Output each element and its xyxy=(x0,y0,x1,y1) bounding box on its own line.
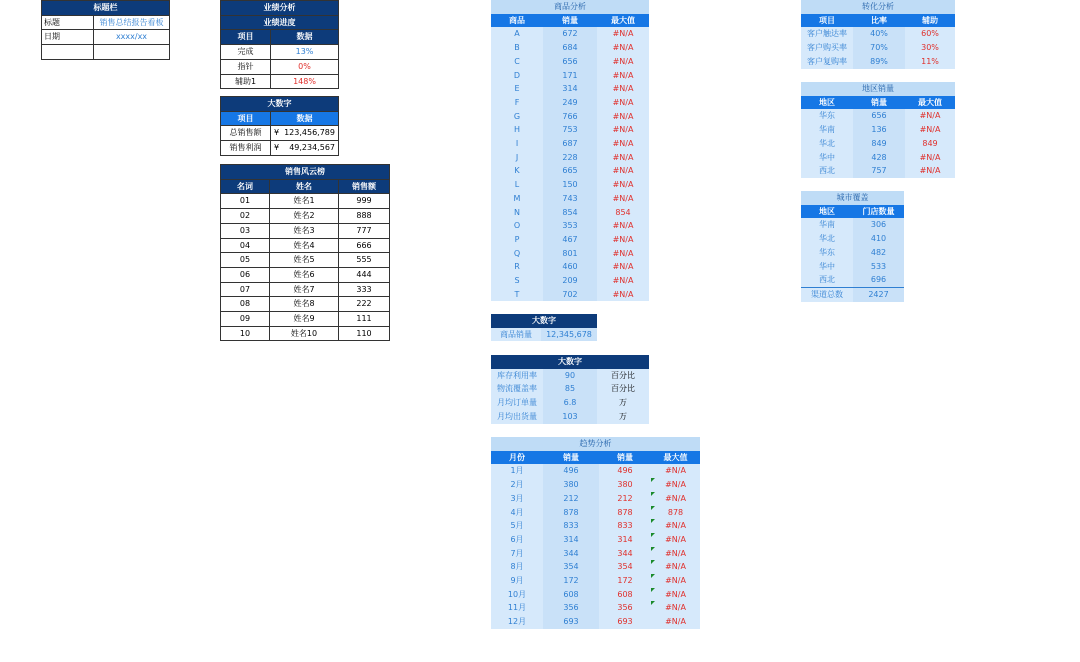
trend-title: 趋势分析 xyxy=(491,437,700,451)
col-header: 门店数量 xyxy=(853,205,904,219)
table-row: 10 姓名10 110 xyxy=(221,326,390,341)
col-header: 销量 xyxy=(543,451,599,465)
aux-value: 148% xyxy=(271,74,339,89)
conversion-block xyxy=(801,0,955,69)
col-header: 项目 xyxy=(221,30,271,45)
title-bar-block xyxy=(41,0,170,60)
table-row: Q 801 #N/A xyxy=(491,247,649,261)
table-row: 09 姓名9 111 xyxy=(221,312,390,327)
table-row: 客户购买率 70% 30% xyxy=(801,41,955,55)
table-row: 9月 172 172 #N/A xyxy=(491,574,700,588)
date-label: 日期 xyxy=(42,30,94,45)
empty-cell[interactable] xyxy=(94,45,170,60)
table-row: T 702 #N/A xyxy=(491,288,649,302)
big-number-title: 大数字 xyxy=(491,314,597,328)
table-row: A 672 #N/A xyxy=(491,27,649,41)
region-sales-title: 地区销量 xyxy=(801,82,955,96)
table-row: 客户复购率 89% 11% xyxy=(801,55,955,69)
date-value[interactable]: xxxx/xx xyxy=(94,30,170,45)
table-row: 07 姓名7 333 xyxy=(221,282,390,297)
table-row: 03 姓名3 777 xyxy=(221,223,390,238)
row-label: 指针 xyxy=(221,59,271,74)
table-row: 10月 608 608 #N/A xyxy=(491,588,700,602)
table-row: S 209 #N/A xyxy=(491,274,649,288)
table-row: 02 姓名2 888 xyxy=(221,209,390,224)
table-row: B 684 #N/A xyxy=(491,41,649,55)
col-header: 辅助 xyxy=(905,14,955,28)
table-row: 7月 344 344 #N/A xyxy=(491,547,700,561)
col-header: 销量 xyxy=(599,451,651,465)
table-row: 华中 428 #N/A xyxy=(801,151,955,165)
col-header: 地区 xyxy=(801,205,853,219)
col-header: 商品 xyxy=(491,14,543,28)
pointer-value: 0% xyxy=(271,59,339,74)
table-row: 华东 656 #N/A xyxy=(801,109,955,123)
table-row: H 753 #N/A xyxy=(491,123,649,137)
col-header: 项目 xyxy=(801,14,853,28)
table-row: M 743 #N/A xyxy=(491,192,649,206)
row-label: 完成 xyxy=(221,45,271,60)
total-sales-value: ¥ 123,456,789 xyxy=(271,126,339,141)
profit-value: ¥ 49,234,567 xyxy=(271,141,339,156)
table-row: 8月 354 354 #N/A xyxy=(491,560,700,574)
ranking-title: 销售风云榜 xyxy=(221,165,390,180)
big-number-block-2 xyxy=(491,314,597,341)
table-row: 11月 356 356 #N/A xyxy=(491,601,700,615)
table-row: 4月 878 878 878 xyxy=(491,506,700,520)
table-row: N 854 854 xyxy=(491,206,649,220)
table-row: O 353 #N/A xyxy=(491,219,649,233)
city-coverage-title: 城市覆盖 xyxy=(801,191,904,205)
table-row: 月均出货量 103 万 xyxy=(491,410,649,424)
table-row: 西北 696 xyxy=(801,273,904,287)
table-row: 06 姓名6 444 xyxy=(221,267,390,282)
table-row: D 171 #N/A xyxy=(491,69,649,83)
table-row: R 460 #N/A xyxy=(491,260,649,274)
table-row: L 150 #N/A xyxy=(491,178,649,192)
performance-title: 业绩分析 xyxy=(221,1,339,16)
col-header: 名词 xyxy=(221,179,270,194)
table-row: 6月 314 314 #N/A xyxy=(491,533,700,547)
trend-block xyxy=(491,437,700,629)
col-header: 销售额 xyxy=(339,179,390,194)
currency-symbol: ¥ xyxy=(274,143,280,153)
big-number-block-1 xyxy=(220,96,339,156)
table-row: I 687 #N/A xyxy=(491,137,649,151)
table-row: J 228 #N/A xyxy=(491,151,649,165)
table-row: 华北 410 xyxy=(801,232,904,246)
table-row: 华东 482 xyxy=(801,246,904,260)
row-label: 总销售额 xyxy=(221,126,271,141)
table-row: 08 姓名8 222 xyxy=(221,297,390,312)
table-row: 1月 496 496 #N/A xyxy=(491,464,700,478)
product-sales-value: 12,345,678 xyxy=(541,328,597,342)
row-label: 辅助1 xyxy=(221,74,271,89)
table-row: 华北 849 849 xyxy=(801,137,955,151)
row-label: 销售利润 xyxy=(221,141,271,156)
performance-block xyxy=(220,0,339,89)
complete-value: 13% xyxy=(271,45,339,60)
table-row: 华南 136 #N/A xyxy=(801,123,955,137)
product-analysis-title: 商品分析 xyxy=(491,0,649,14)
col-header: 项目 xyxy=(221,111,271,126)
col-header: 地区 xyxy=(801,96,853,110)
title-value[interactable]: 销售总结报告看板 xyxy=(94,15,170,30)
title-bar-heading: 标题栏 xyxy=(42,1,170,16)
col-header: 最大值 xyxy=(905,96,955,110)
table-row: 05 姓名5 555 xyxy=(221,253,390,268)
title-label: 标题 xyxy=(42,15,94,30)
performance-subtitle: 业绩进度 xyxy=(221,15,339,30)
big-number-block-3 xyxy=(491,355,649,424)
table-row: 12月 693 693 #N/A xyxy=(491,615,700,629)
ranking-block xyxy=(220,164,390,341)
table-row: 月均订单量 6.8 万 xyxy=(491,396,649,410)
table-row: 04 姓名4 666 xyxy=(221,238,390,253)
table-row: K 665 #N/A xyxy=(491,164,649,178)
big-number-title: 大数字 xyxy=(491,355,649,369)
table-row: 客户触达率 40% 60% xyxy=(801,27,955,41)
table-row: 01 姓名1 999 xyxy=(221,194,390,209)
table-row: 5月 833 833 #N/A xyxy=(491,519,700,533)
col-header: 最大值 xyxy=(597,14,649,28)
col-header: 销量 xyxy=(543,14,597,28)
col-header: 月份 xyxy=(491,451,543,465)
table-row: 物流覆盖率 85 百分比 xyxy=(491,382,649,396)
col-header: 比率 xyxy=(853,14,905,28)
table-row: C 656 #N/A xyxy=(491,55,649,69)
table-row: 2月 380 380 #N/A xyxy=(491,478,700,492)
table-row: 华南 306 xyxy=(801,218,904,232)
col-header: 最大值 xyxy=(651,451,700,465)
city-coverage-block xyxy=(801,191,904,302)
region-sales-block xyxy=(801,82,955,178)
product-analysis-block xyxy=(491,0,649,301)
col-header: 数据 xyxy=(271,30,339,45)
col-header: 姓名 xyxy=(270,179,339,194)
table-row: 华中 533 xyxy=(801,260,904,274)
currency-symbol: ¥ xyxy=(274,128,280,138)
table-row: P 467 #N/A xyxy=(491,233,649,247)
table-row: 3月 212 212 #N/A xyxy=(491,492,700,506)
empty-cell[interactable] xyxy=(42,45,94,60)
table-row: F 249 #N/A xyxy=(491,96,649,110)
table-row: E 314 #N/A xyxy=(491,82,649,96)
total-value: 2427 xyxy=(853,287,904,301)
table-row: 西北 757 #N/A xyxy=(801,164,955,178)
conversion-title: 转化分析 xyxy=(801,0,955,14)
total-row xyxy=(801,287,904,301)
product-sales-label: 商品销量 xyxy=(491,328,541,342)
table-row: 库存利用率 90 百分比 xyxy=(491,369,649,383)
total-label: 渠道总数 xyxy=(801,287,853,301)
col-header: 数据 xyxy=(271,111,339,126)
col-header: 销量 xyxy=(853,96,905,110)
big-number-title: 大数字 xyxy=(221,97,339,112)
table-row: G 766 #N/A xyxy=(491,110,649,124)
